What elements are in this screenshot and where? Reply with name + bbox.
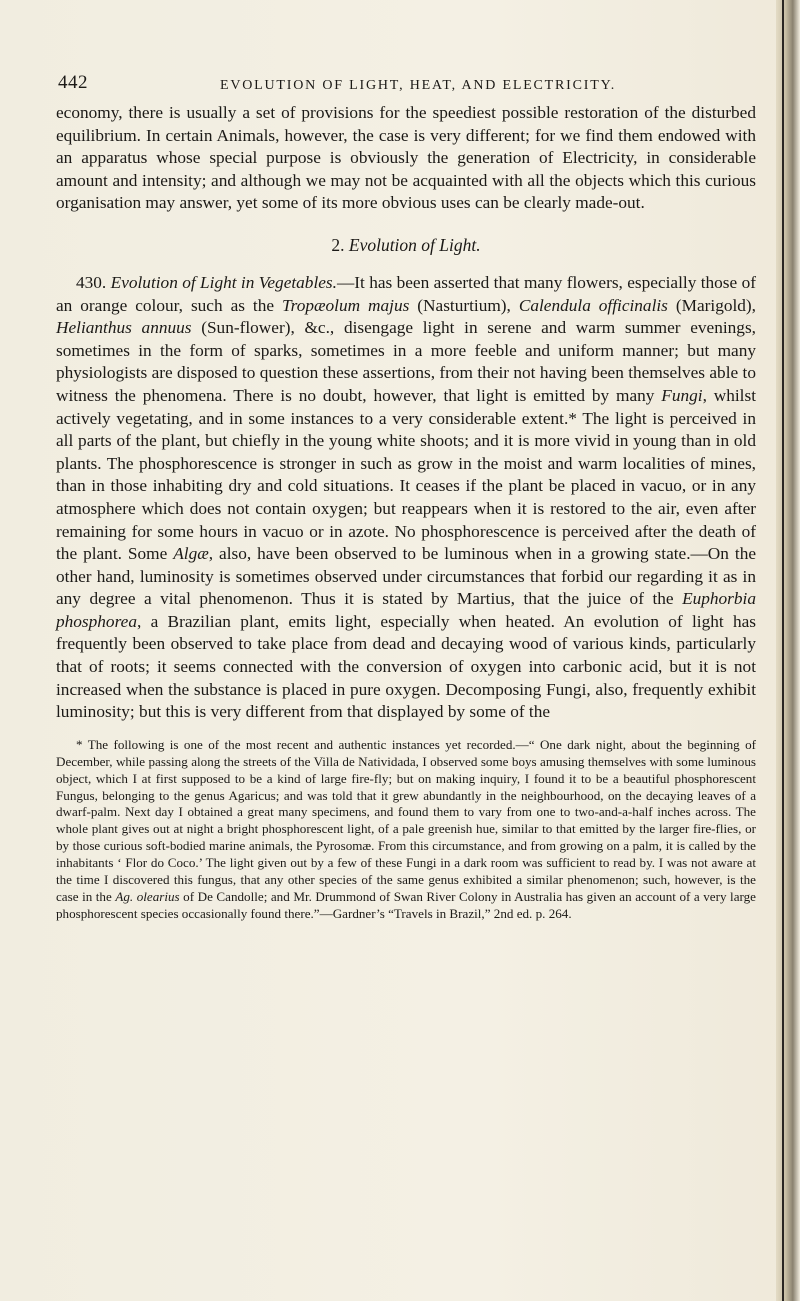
paragraph-text: (Nasturtium),	[409, 295, 519, 315]
paragraph-text: , also, have been observed to be luminous when in a growing state.—On the other hand, luminosity is sometimes observed under circumstances that forbid our regarding it as in any degree a vital phenomenon. Thus it is stated by Martius, that the juice of the	[56, 544, 756, 609]
section-number: 2.	[331, 234, 345, 255]
species-name: Algæ	[173, 544, 209, 564]
section-title: Evolution of Light.	[348, 234, 481, 255]
paragraph-number: 430.	[76, 272, 107, 292]
section-heading	[56, 235, 756, 256]
species-name: Helianthus annuus	[56, 318, 192, 338]
paragraph-text: , a Brazilian plant, emits light, especially when heated. An evolution of light has frequently been observed to take place from dead and decaying wood of various kinds, particularly that of roots; it seems connected with the conversion of oxygen into carbonic acid, but it is not increased when the substance is placed in pure oxygen. Decomposing Fungi, also, frequently exhibit luminosity; but this is very different from that displayed by some of the	[56, 611, 756, 722]
page-content	[56, 102, 756, 923]
species-name: Fungi	[661, 385, 703, 405]
species-name: Ag. olearius	[115, 889, 180, 904]
intro-paragraph: economy, there is usually a set of provisions for the speediest possible restoration of the disturbed equilibrium. In certain Animals, however, the case is very different; for we find them endowed with an apparatus whose special purpose is obviously the generation of Electricity, in considerable amount and intensity; and although we may not be acquainted with all the objects which this curious organisation may answer, yet some of its more obvious uses can be clearly made-out.	[56, 103, 756, 213]
page-binding-edge	[776, 0, 800, 1301]
footnote	[56, 737, 756, 923]
paragraph-text: , whilst actively vegetating, and in some instances to a very considerable extent.* The light is perceived in all parts of the plant, but chiefly in the young white shoots; and it is more vivid in young than in old plants. The phosphorescence is stronger in such as grow in the moist and warm localities of mines, than in those inhabiting dry and cold situations. It ceases if the plant be placed in vacuo, or in any atmosphere which does not contain oxygen; but reappears when it is restored to the air, even after remaining for some hours in vacuo or in azote. No phosphorescence is perceived after the death of the plant. Some	[56, 385, 756, 564]
species-name: Tropæolum majus	[281, 295, 410, 315]
paragraph-text: (Sun-flower), &c., disengage light in serene and warm summer evenings, sometimes in the form of sparks, sometimes in a more feeble and uniform manner; but many physiologists are disposed to question these assertions, from their not having been themselves able to witness the phenomena. There is no doubt, however, that light is emitted by many	[56, 318, 756, 405]
paragraph-430	[56, 272, 756, 724]
page-header	[58, 72, 758, 100]
footnote-text: * The following is one of the most recent and authentic instances yet recorded.—“ One dark night, about the beginning of December, while passing along the streets of the Villa de Natividada, I observed some boys amusing themselves with some luminous object, which I at first supposed to be a kind of large fire-fly; but on making inquiry, I found it to be a beautiful phosphorescent Fungus, belonging to the genus Agaricus; and was told that it grew abundantly in the neighbourhood, on the decaying leaves of a dwarf-palm. Next day I obtained a great many specimens, and found them to vary from one to two-and-a-half inches across. The whole plant gives out at night a bright phosphorescent light, of a pale greenish hue, similar to that emitted by the larger fire-flies, or by those curious soft-bodied marine animals, the Pyrosomæ. From this circumstance, and from growing on a palm, it is called by the inhabitants ‘ Flor do Coco.’ The light given out by a few of these Fungi in a dark room was sufficient to read by. I was not aware at the time I discovered this fungus, that any other species of the same genus exhibited a similar phenomenon; such, however, is the case in the	[56, 736, 756, 904]
page-binding-line	[782, 0, 784, 1301]
page-number: 442	[58, 72, 88, 93]
footnote-text: of De Candolle; and Mr. Drummond of Swan River Colony in Australia has given an account of a very large phosphorescent species occasionally found there.”—Gardner’s “Travels in Brazil,” 2nd ed. p. 264.	[56, 889, 756, 921]
species-name: Euphorbia phosphorea	[56, 589, 756, 631]
species-name: Calendula officinalis	[518, 295, 668, 315]
paragraph-text: (Marigold),	[667, 295, 756, 315]
paragraph-text: —It has been asserted that many flowers, especially those of an orange colour, such as the	[56, 272, 756, 315]
paragraph-heading: Evolution of Light in Vegetables.	[110, 272, 337, 292]
running-head: EVOLUTION OF LIGHT, HEAT, AND ELECTRICITY.	[219, 78, 616, 93]
